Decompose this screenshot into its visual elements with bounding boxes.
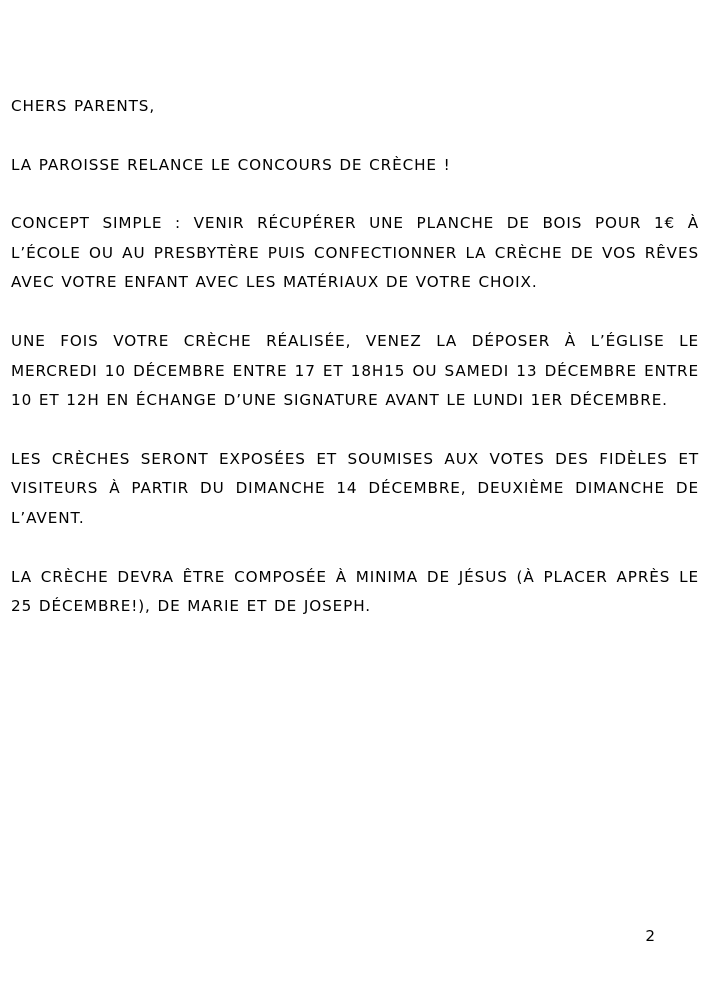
paragraph-requirements: LA CRÈCHE DEVRA ÊTRE COMPOSÉE À MINIMA DE JÉSUS (À PLACER APRÈS LE 25 DÉCEMBRE!), DE MARIE ET DE JOSEPH.: [11, 567, 699, 616]
paragraph-salutation: CHERS PARENTS,: [11, 97, 156, 115]
paragraph-concept: CONCEPT SIMPLE : VENIR RÉCUPÉRER UNE PLANCHE DE BOIS POUR 1€ À L’ÉCOLE OU AU PRESBYTÈRE PUIS CONFECTIONNER LA CRÈCHE DE VOS RÊVES AVEC VOTRE ENFANT AVEC LES MATÉRIAUX DE VOTRE CHOIX.: [11, 214, 699, 292]
page-number: 2: [645, 927, 655, 945]
document-body: [11, 92, 699, 651]
paragraph-announcement: LA PAROISSE RELANCE LE CONCOURS DE CRÈCHE !: [11, 155, 451, 174]
paragraph-exhibition: LES CRÈCHES SERONT EXPOSÉES ET SOUMISES AUX VOTES DES FIDÈLES ET VISITEURS À PARTIR DU DIMANCHE 14 DÉCEMBRE, DEUXIÈME DIMANCHE DE L’AVENT.: [11, 449, 699, 527]
paragraph-dropoff: UNE FOIS VOTRE CRÈCHE RÉALISÉE, VENEZ LA DÉPOSER À L’ÉGLISE LE MERCREDI 10 DÉCEMBRE ENTRE 17 ET 18H15 OU SAMEDI 13 DÉCEMBRE ENTRE 10 ET 12H EN ÉCHANGE D’UNE SIGNATURE AVANT LE LUNDI 1ER DÉCEMBRE.: [11, 331, 699, 410]
